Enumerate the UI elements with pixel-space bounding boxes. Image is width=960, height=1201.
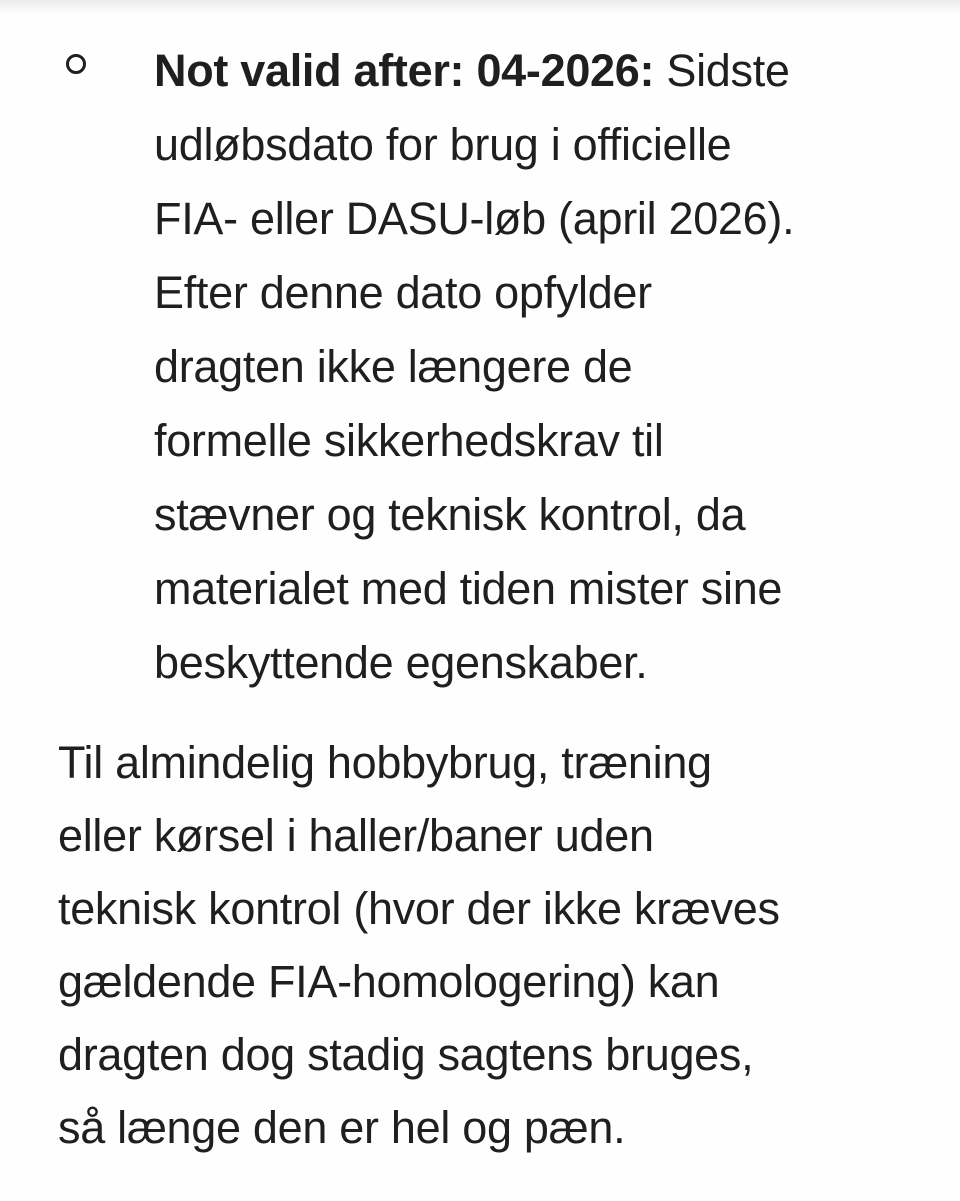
paragraph-line-2: eller kørsel i haller/baner uden <box>58 810 654 861</box>
bullet-text: Sidste <box>654 45 790 96</box>
top-edge-shadow <box>0 0 960 14</box>
bullet-line-8: materialet med tiden mister sine <box>154 563 783 614</box>
bullet-line-5: dragten ikke længere de <box>154 341 633 392</box>
paragraph-line-1: Til almindelig hobbybrug, træning <box>58 737 712 788</box>
bullet-line-4: Efter denne dato opfylder <box>154 267 652 318</box>
bullet-heading: Not valid after: 04-2026: <box>154 45 655 96</box>
bullet-line-9: beskyttende egenskaber. <box>154 637 648 688</box>
paragraph-line-5: dragten dog stadig sagtens bruges, <box>58 1029 754 1080</box>
paragraph-line-6: så længe den er hel og pæn. <box>58 1102 626 1153</box>
bullet-line-6: formelle sikkerhedskrav til <box>154 415 664 466</box>
body-paragraph <box>58 726 938 1164</box>
bullet-line-7: stævner og teknisk kontrol, da <box>154 489 746 540</box>
bullet-line-2: udløbsdato for brug i officielle <box>154 119 732 170</box>
bullet-line-3: FIA- eller DASU-løb (april 2026). <box>154 193 795 244</box>
paragraph-line-3: teknisk kontrol (hvor der ikke kræves <box>58 883 780 934</box>
hollow-bullet-icon <box>66 54 86 74</box>
paragraph-line-4: gældende FIA-homologering) kan <box>58 956 720 1007</box>
bullet-list-item <box>154 34 934 700</box>
bullet-line-1 <box>154 34 934 108</box>
